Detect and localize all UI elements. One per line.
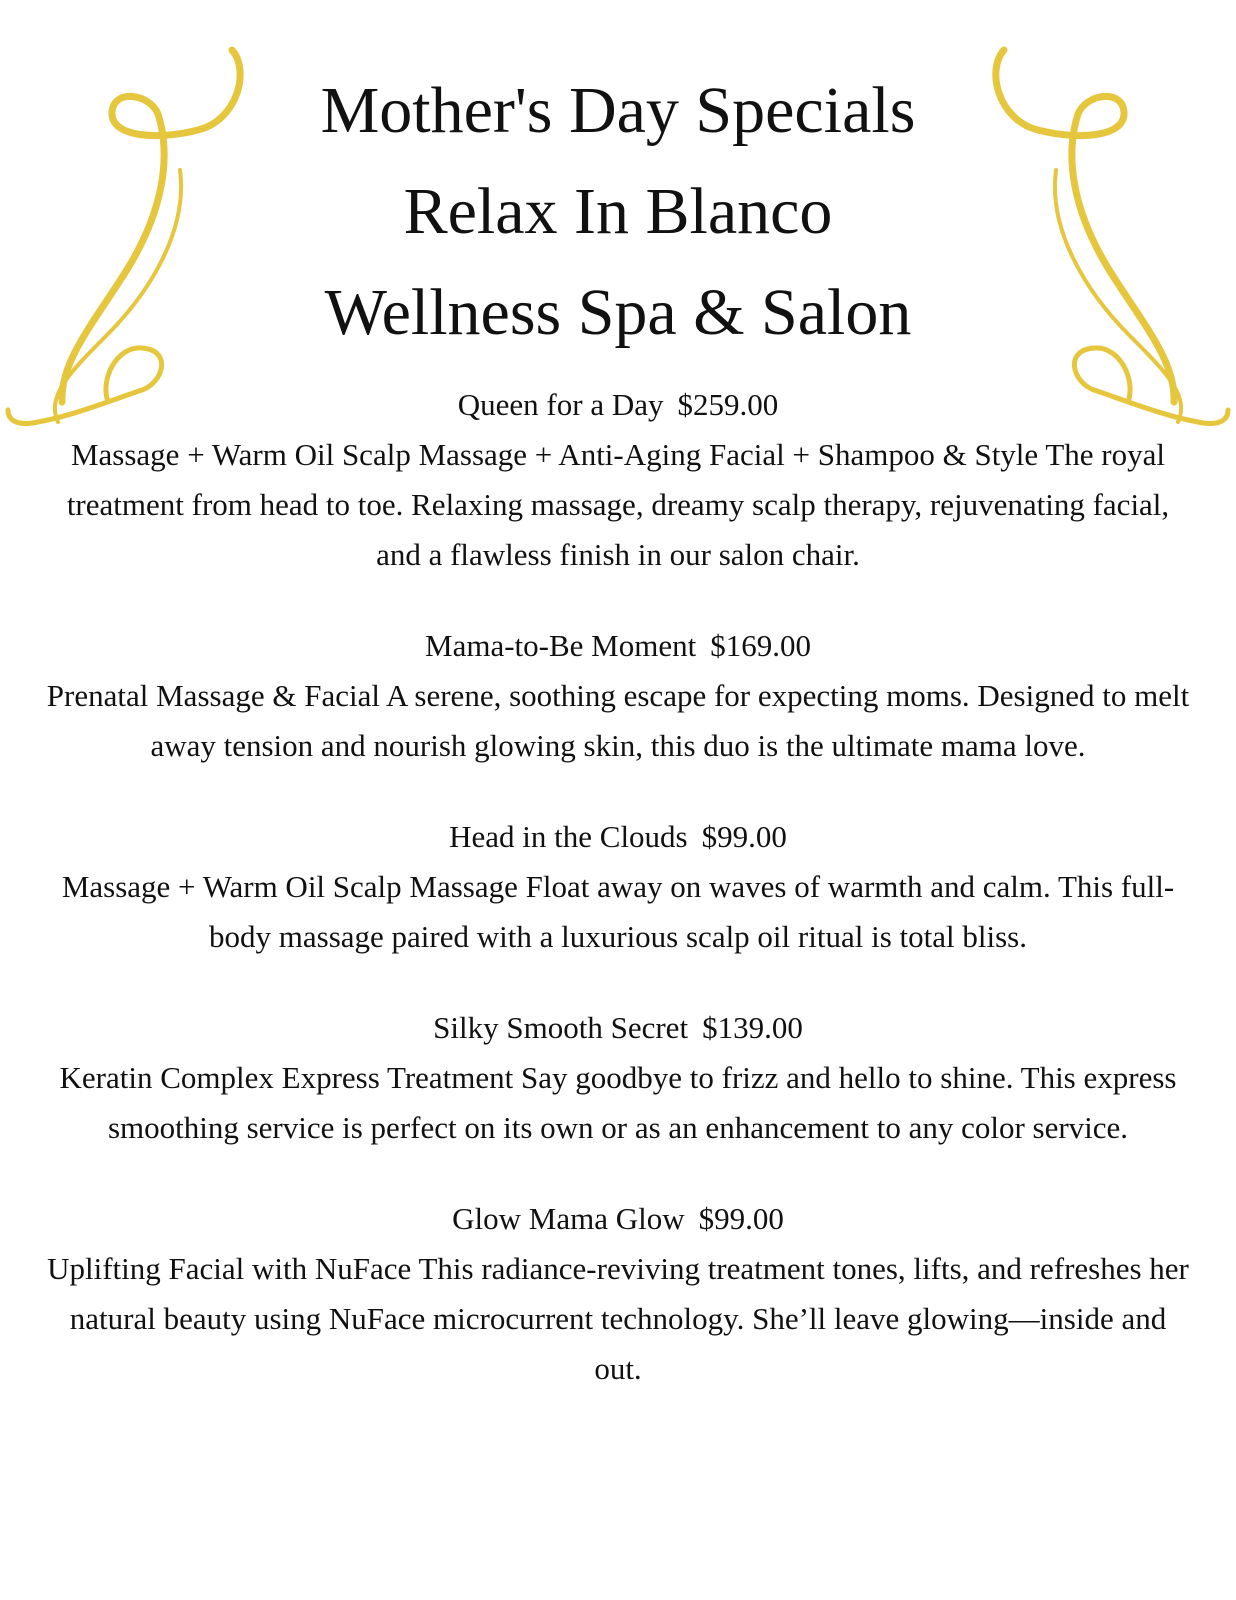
special-heading — [45, 1194, 1191, 1244]
special-price: $139.00 — [702, 1010, 803, 1045]
special-name: Queen for a Day — [457, 387, 664, 422]
special-item — [45, 1194, 1191, 1394]
specials-list — [45, 380, 1191, 1435]
special-item — [45, 812, 1191, 962]
title-line-2: Relax In Blanco — [403, 175, 833, 248]
special-price: $259.00 — [677, 387, 779, 422]
title-line-1: Mother's Day Specials — [320, 74, 916, 147]
special-heading — [45, 1003, 1191, 1053]
special-description: Uplifting Facial with NuFace This radiance-reviving treatment tones, lifts, and refreshes her natural beauty using NuFace microcurrent technology. She’ll leave glowing—inside and out. — [47, 1251, 1189, 1386]
page-title — [230, 60, 1006, 363]
special-description: Massage + Warm Oil Scalp Massage + Anti-Aging Facial + Shampoo & Style The royal treatment from head to toe. Relaxing massage, dreamy scalp therapy, rejuvenating facial, and a flawless finish in our salon chair. — [66, 437, 1170, 572]
special-price: $99.00 — [698, 1201, 784, 1236]
special-name: Glow Mama Glow — [452, 1201, 685, 1236]
special-item — [45, 1003, 1191, 1153]
special-description: Massage + Warm Oil Scalp Massage Float away on waves of warmth and calm. This full-body massage paired with a luxurious scalp oil ritual is total bliss. — [61, 869, 1175, 954]
special-name: Silky Smooth Secret — [433, 1010, 689, 1045]
special-heading — [45, 812, 1191, 862]
title-line-3: Wellness Spa & Salon — [324, 276, 912, 349]
special-name: Head in the Clouds — [449, 819, 688, 854]
special-price: $169.00 — [710, 628, 811, 663]
special-heading — [45, 621, 1191, 671]
special-heading — [45, 380, 1191, 430]
special-price: $99.00 — [701, 819, 787, 854]
special-item — [45, 380, 1191, 580]
special-description: Keratin Complex Express Treatment Say goodbye to frizz and hello to shine. This express smoothing service is perfect on its own or as an enhancement to any color service. — [59, 1060, 1177, 1145]
special-description: Prenatal Massage & Facial A serene, soothing escape for expecting moms. Designed to melt away tension and nourish glowing skin, this duo is the ultimate mama love. — [46, 678, 1190, 763]
special-item — [45, 621, 1191, 771]
special-name: Mama-to-Be Moment — [425, 628, 697, 663]
